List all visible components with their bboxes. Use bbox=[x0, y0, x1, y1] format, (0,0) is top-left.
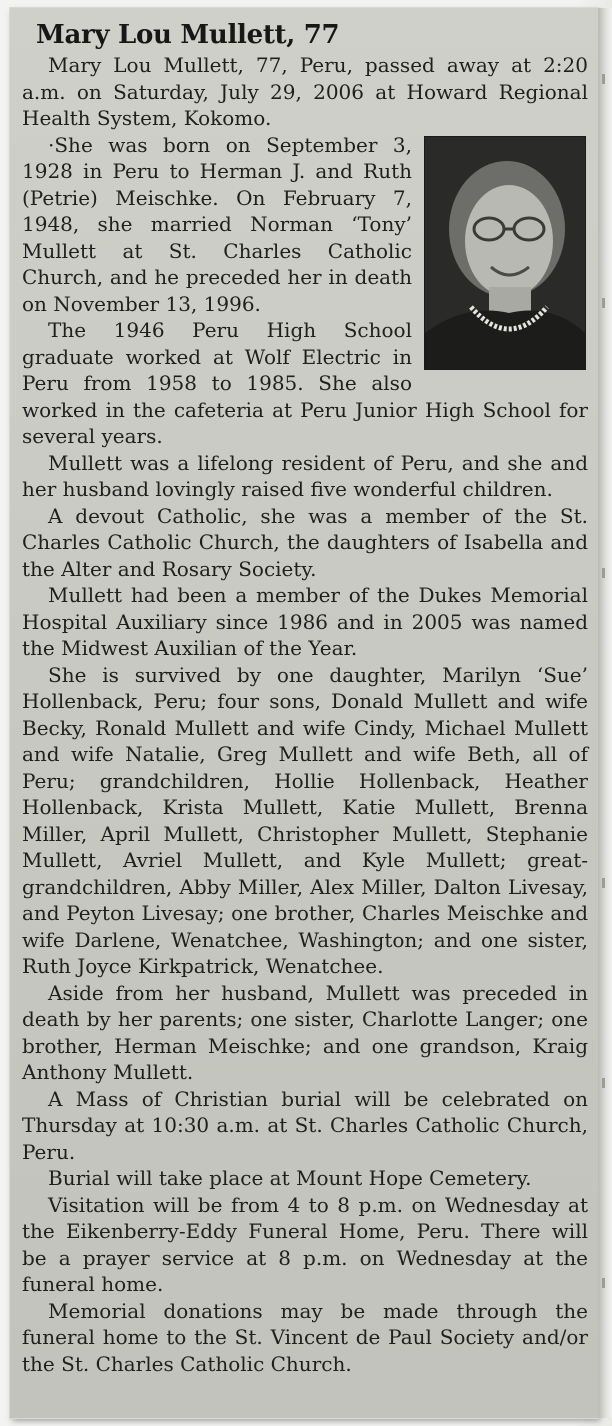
portrait-image bbox=[425, 137, 585, 369]
adjacent-page-edge bbox=[598, 8, 612, 1418]
paragraph-mass: A Mass of Christian burial will be celebrated on Thursday at 10:30 a.m. at St. Charles Catholic Church, Peru. bbox=[22, 1086, 588, 1164]
obituary-article bbox=[22, 20, 588, 1377]
paragraph-birth: ·She was born on September 3, 1928 in Peru to Herman J. and Ruth (Petrie) Meischke. On February 7, 1948, she married Norman ‘Tony’ Mullett at St. Charles Catholic Church, and he preceded her in death on November 13, 1996. bbox=[22, 132, 412, 316]
paragraph-residence: Mullett was a lifelong resident of Peru, and she and her husband lovingly raised five wonderful children. bbox=[22, 450, 588, 501]
obituary-headline: Mary Lou Mullett, 77 bbox=[36, 20, 340, 50]
paragraph-survivors: She is survived by one daughter, Marilyn ‘Sue’ Hollenback, Peru; four sons, Donald Mullett and wife Becky, Ronald Mullett and wife Cindy, Michael Mullett and wife Natalie, Greg Mullett and wife Beth, all of Peru; grandchildren, Hollie Hollenback, Heather Hollenback, Krista Mullett, Katie Mullett, Brenna Miller, April Mullett, Christopher Mullett, Stephanie Mullett, Avriel Mullett, and Kyle Mullett; great-grandchildren, Abby Miller, Alex Miller, Dalton Livesay, and Peyton Livesay; one brother, Charles Meischke and wife Darlene, Wenatchee, Washington; and one sister, Ruth Joyce Kirkpatrick, Wenatchee. bbox=[22, 662, 588, 978]
paragraph-preceded: Aside from her husband, Mullett was preceded in death by her parents; one sister, Charlotte Langer; one brother, Herman Meischke; and one grandson, Kraig Anthony Mullett. bbox=[22, 980, 588, 1084]
paragraph-burial: Burial will take place at Mount Hope Cemetery. bbox=[48, 1166, 532, 1190]
paragraph-memorial: Memorial donations may be made through the funeral home to the St. Vincent de Paul Society and/or the St. Charles Catholic Church. bbox=[22, 1298, 588, 1376]
portrait-photo bbox=[424, 136, 586, 370]
paragraph-faith: A devout Catholic, she was a member of the St. Charles Catholic Church, the daughters of Isabella and the Alter and Rosary Society. bbox=[22, 503, 588, 581]
paragraph-auxiliary: Mullett had been a member of the Dukes Memorial Hospital Auxiliary since 1986 and in 2005 was named the Midwest Auxilian of the Year. bbox=[22, 583, 588, 660]
paragraph-career: The 1946 Peru High School graduate worked at Wolf Electric in Peru from 1958 to 1985. She also worked in the cafeteria at Peru Junior High School for several years. bbox=[22, 318, 588, 448]
newspaper-clipping bbox=[10, 8, 598, 1418]
paragraph-visitation: Visitation will be from 4 to 8 p.m. on Wednesday at the Eikenberry-Eddy Funeral Home, Peru. There will be a prayer service at 8 p.m. on Wednesday at the funeral home. bbox=[22, 1192, 588, 1296]
paragraph-intro: Mary Lou Mullett, 77, Peru, passed away at 2:20 a.m. on Saturday, July 29, 2006 at Howard Regional Health System, Kokomo. bbox=[22, 53, 588, 130]
